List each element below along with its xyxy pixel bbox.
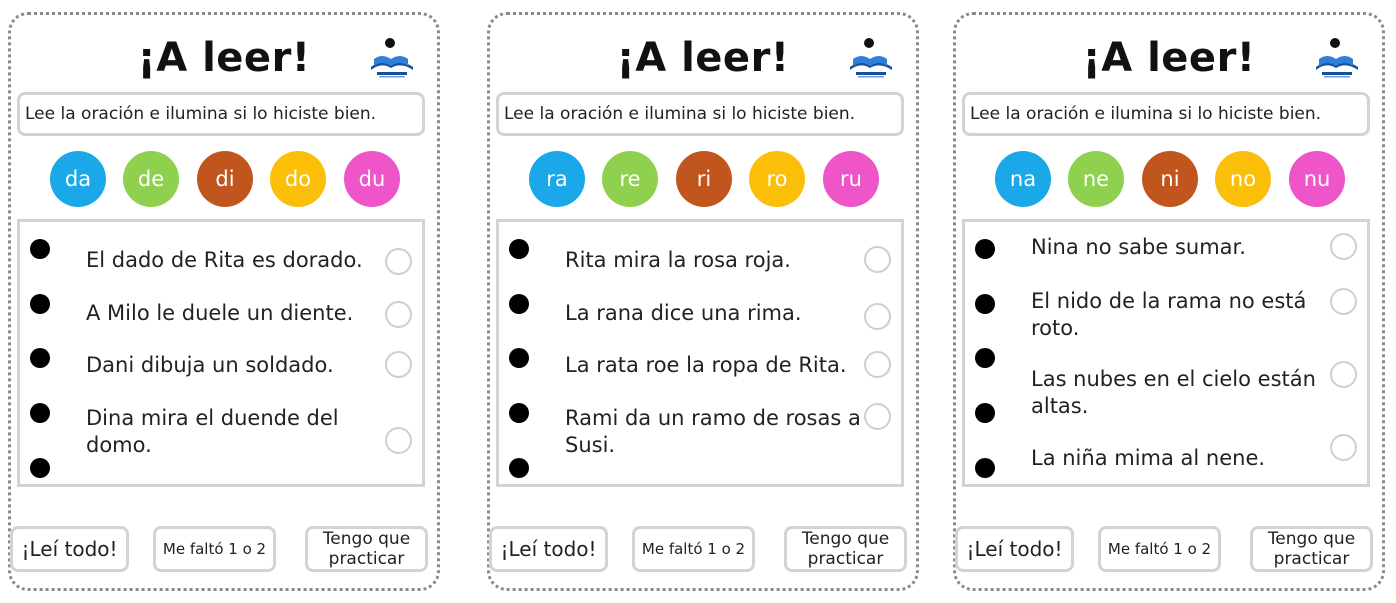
book-reader-logo-icon bbox=[367, 37, 417, 79]
book-reader-logo-icon bbox=[1312, 37, 1362, 79]
syllable-circle: da bbox=[50, 151, 106, 207]
syllable-circle: do bbox=[270, 151, 326, 207]
self-check-circle[interactable] bbox=[1330, 434, 1357, 461]
instruction-text: Lee la oración e ilumina si lo hiciste bien. bbox=[496, 92, 904, 136]
card-title: ¡A leer! bbox=[137, 35, 311, 81]
need-practice-button[interactable]: Tengo que practicar bbox=[305, 526, 428, 572]
syllable-circle: du bbox=[344, 151, 400, 207]
syllable-circle: ru bbox=[823, 151, 879, 207]
bullet-dot bbox=[975, 458, 995, 478]
self-check-circle[interactable] bbox=[864, 403, 891, 430]
read-all-button[interactable]: ¡Leí todo! bbox=[10, 526, 129, 572]
bullet-dot bbox=[30, 403, 50, 423]
syllable-circle: ra bbox=[529, 151, 585, 207]
sentence-text: Dani dibuja un soldado. bbox=[86, 353, 334, 377]
self-check-circle[interactable] bbox=[1330, 288, 1357, 315]
self-check-circle[interactable] bbox=[864, 246, 891, 273]
bullet-dot bbox=[30, 294, 50, 314]
sentence-text: El dado de Rita es dorado. bbox=[86, 248, 363, 272]
syllable-row bbox=[11, 151, 437, 207]
bullet-dot bbox=[975, 294, 995, 314]
sentence-list bbox=[962, 219, 1370, 487]
read-all-button[interactable]: ¡Leí todo! bbox=[955, 526, 1074, 572]
sentence-text: Rita mira la rosa roja. bbox=[565, 248, 791, 272]
self-check-circle[interactable] bbox=[385, 351, 412, 378]
missed-some-button[interactable]: Me faltó 1 o 2 bbox=[153, 526, 276, 572]
syllable-circle: di bbox=[197, 151, 253, 207]
reading-card-na bbox=[953, 12, 1385, 591]
bullet-dot bbox=[509, 294, 529, 314]
self-check-circle[interactable] bbox=[385, 248, 412, 275]
bullet-dot bbox=[30, 348, 50, 368]
bullet-dot bbox=[975, 239, 995, 259]
self-check-circle[interactable] bbox=[864, 351, 891, 378]
syllable-circle: ni bbox=[1142, 151, 1198, 207]
bullet-dot bbox=[30, 239, 50, 259]
bullet-dot bbox=[30, 458, 50, 478]
sentence-text: Nina no sabe sumar. bbox=[1031, 235, 1246, 259]
syllable-circle: ri bbox=[676, 151, 732, 207]
syllable-circle: ne bbox=[1068, 151, 1124, 207]
sentence-text: La rana dice una rima. bbox=[565, 301, 802, 325]
syllable-circle: ro bbox=[749, 151, 805, 207]
instruction-text: Lee la oración e ilumina si lo hiciste bien. bbox=[962, 92, 1370, 136]
self-check-circle[interactable] bbox=[385, 301, 412, 328]
sentence-text: Dina mira el duende del domo. bbox=[86, 406, 339, 457]
sentence-text: Las nubes en el cielo están altas. bbox=[1031, 367, 1316, 418]
read-all-button[interactable]: ¡Leí todo! bbox=[489, 526, 608, 572]
self-check-circle[interactable] bbox=[385, 427, 412, 454]
need-practice-button[interactable]: Tengo que practicar bbox=[1250, 526, 1373, 572]
self-check-circle[interactable] bbox=[1330, 233, 1357, 260]
syllable-circle: re bbox=[602, 151, 658, 207]
syllable-circle: na bbox=[995, 151, 1051, 207]
sentence-list bbox=[496, 219, 904, 487]
sentence-text: La rata roe la ropa de Rita. bbox=[565, 353, 847, 377]
reading-card-ra bbox=[487, 12, 919, 591]
card-title: ¡A leer! bbox=[616, 35, 790, 81]
card-title: ¡A leer! bbox=[1082, 35, 1256, 81]
reading-card-da bbox=[8, 12, 440, 591]
syllable-circle: nu bbox=[1289, 151, 1345, 207]
bullet-dot bbox=[975, 348, 995, 368]
self-check-circle[interactable] bbox=[864, 303, 891, 330]
syllable-row bbox=[956, 151, 1382, 207]
sentence-text: El nido de la rama no está roto. bbox=[1031, 289, 1307, 340]
syllable-circle: no bbox=[1215, 151, 1271, 207]
missed-some-button[interactable]: Me faltó 1 o 2 bbox=[632, 526, 755, 572]
book-reader-logo-icon bbox=[846, 37, 896, 79]
sentence-text: Rami da un ramo de rosas a Susi. bbox=[565, 406, 861, 457]
bullet-dot bbox=[509, 239, 529, 259]
syllable-row bbox=[490, 151, 916, 207]
bullet-dot bbox=[509, 348, 529, 368]
syllable-circle: de bbox=[123, 151, 179, 207]
sentence-list bbox=[17, 219, 425, 487]
sentence-text: La niña mima al nene. bbox=[1031, 446, 1266, 470]
instruction-text: Lee la oración e ilumina si lo hiciste bien. bbox=[17, 92, 425, 136]
need-practice-button[interactable]: Tengo que practicar bbox=[784, 526, 907, 572]
bullet-dot bbox=[509, 403, 529, 423]
self-check-circle[interactable] bbox=[1330, 361, 1357, 388]
bullet-dot bbox=[509, 458, 529, 478]
bullet-dot bbox=[975, 403, 995, 423]
sentence-text: A Milo le duele un diente. bbox=[86, 301, 354, 325]
missed-some-button[interactable]: Me faltó 1 o 2 bbox=[1098, 526, 1221, 572]
